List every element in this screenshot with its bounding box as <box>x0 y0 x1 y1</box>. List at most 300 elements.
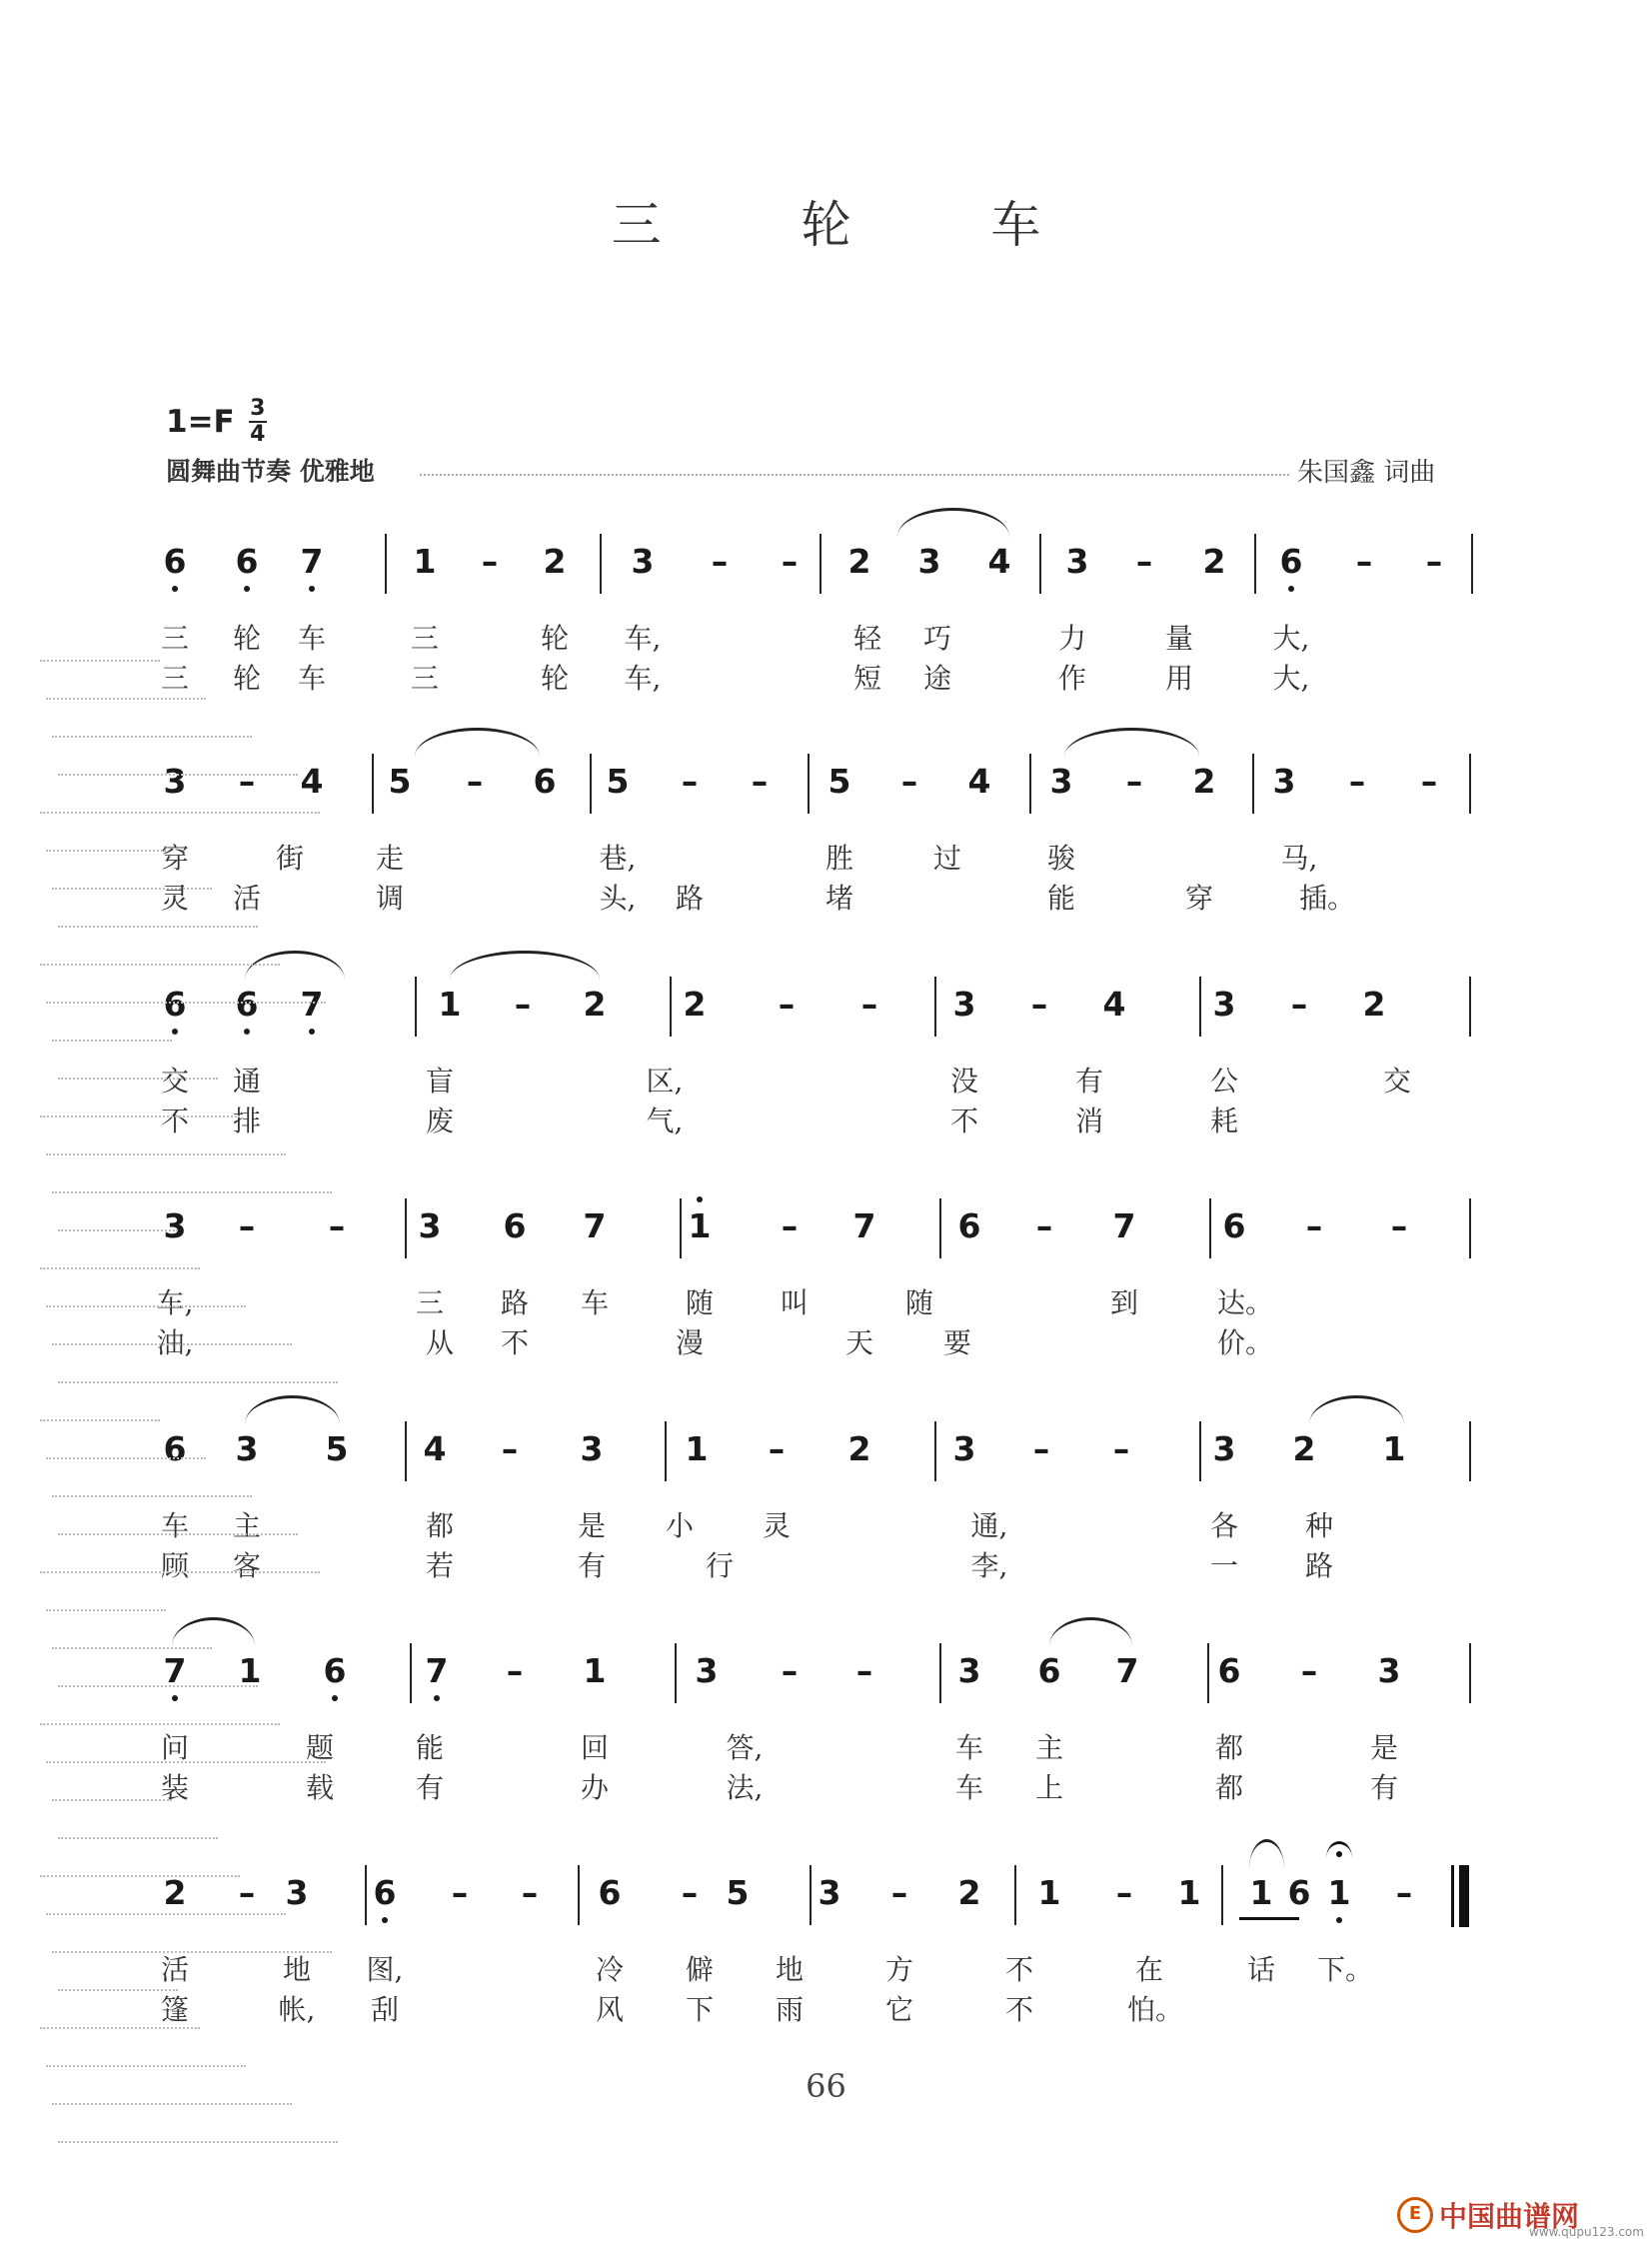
dotted-artifact <box>58 926 258 928</box>
note: 2 <box>847 1429 871 1468</box>
barline <box>1199 977 1201 1037</box>
dotted-artifact <box>58 1989 178 1991</box>
lyric-syllable: 叫 <box>780 1286 809 1319</box>
lyric-syllable: 题 <box>305 1731 334 1764</box>
lyric-syllable: 灵 <box>160 882 189 915</box>
dotted-artifact <box>46 1457 206 1459</box>
lyric-syllable: 价。 <box>1217 1326 1274 1359</box>
barline <box>820 534 822 594</box>
dash-hold: – <box>238 1873 256 1912</box>
note: 2 <box>1192 762 1216 801</box>
notes-row <box>0 1649 1652 1719</box>
lyric-verse-2 <box>0 1321 1652 1361</box>
lyric-syllable: 都 <box>1214 1771 1243 1804</box>
octave-dot-high <box>697 1196 703 1202</box>
lyric-syllable: 有 <box>577 1549 606 1582</box>
lyric-verse-1 <box>0 1504 1652 1544</box>
lyric-syllable: 能 <box>415 1731 444 1764</box>
dotted-artifact <box>58 1685 258 1687</box>
dash-hold: – <box>1348 762 1366 801</box>
octave-dot-low <box>244 1029 250 1035</box>
lyric-syllable: 法, <box>726 1771 764 1804</box>
barline <box>1199 1421 1201 1481</box>
lyric-syllable: 帐, <box>278 1993 316 2026</box>
barline <box>1252 754 1254 814</box>
lyric-syllable: 上 <box>1034 1771 1063 1804</box>
note: 2 <box>583 985 607 1024</box>
lyric-syllable: 三 <box>415 1286 444 1319</box>
dash-hold: – <box>451 1873 469 1912</box>
dotted-artifact <box>58 1837 218 1839</box>
dotted-artifact <box>46 1002 326 1004</box>
fermata-dot <box>1336 1851 1342 1857</box>
dotted-artifact <box>58 1229 178 1231</box>
note: 6 <box>1217 1651 1241 1690</box>
lyric-syllable: 过 <box>932 842 961 875</box>
lyric-syllable: 短 <box>852 662 881 695</box>
lyric-syllable: 活 <box>160 1953 189 1986</box>
lyric-syllable: 天 <box>844 1326 873 1359</box>
lyric-syllable: 装 <box>160 1771 189 1804</box>
lyric-verse-1 <box>0 1726 1652 1766</box>
lyric-syllable: 活 <box>232 882 261 915</box>
barline <box>939 1643 941 1703</box>
octave-dot-low <box>434 1695 440 1701</box>
dash-hold: – <box>681 762 699 801</box>
watermark-logo-icon: E <box>1397 2197 1433 2233</box>
final-barline-thin <box>1451 1865 1454 1927</box>
lyric-syllable: 种 <box>1304 1509 1333 1542</box>
dotted-artifact <box>40 1723 280 1725</box>
lyric-syllable: 客 <box>232 1549 261 1582</box>
dash-hold: – <box>1390 1206 1408 1245</box>
note: 2 <box>847 542 871 581</box>
lyric-syllable: 耗 <box>1209 1105 1238 1137</box>
note: 5 <box>827 762 851 801</box>
lyric-syllable: 漫 <box>675 1326 704 1359</box>
watermark-url: www.qupu123.com <box>1529 2225 1644 2239</box>
lyric-syllable: 话 <box>1246 1953 1275 1986</box>
barline <box>1207 1643 1209 1703</box>
lyric-syllable: 有 <box>1369 1771 1398 1804</box>
dash-hold: – <box>1135 542 1153 581</box>
lyric-syllable: 排 <box>232 1105 261 1137</box>
note: 1 <box>238 1651 262 1690</box>
score-system <box>0 1427 1652 1647</box>
note: 2 <box>163 1873 187 1912</box>
lyric-syllable: 三 <box>410 622 439 655</box>
lyric-syllable: 途 <box>922 662 951 695</box>
octave-dot-low <box>172 586 178 592</box>
dotted-artifact <box>40 1419 160 1421</box>
time-bottom: 4 <box>250 422 266 447</box>
note: 6 <box>957 1206 981 1245</box>
barline <box>1469 754 1471 814</box>
dotted-artifact <box>40 1116 240 1118</box>
lyric-syllable: 大, <box>1272 622 1310 655</box>
note: 5 <box>388 762 412 801</box>
note: 6 <box>315 1649 355 1693</box>
dash-hold: – <box>681 1873 699 1912</box>
lyric-syllable: 交 <box>1382 1065 1411 1098</box>
song-title: 三 轮 车 <box>611 196 1103 254</box>
lyric-verse-1 <box>0 617 1652 657</box>
barline <box>1221 1865 1223 1925</box>
lyric-syllable: 随 <box>685 1286 714 1319</box>
lyric-syllable: 车 <box>580 1286 609 1319</box>
dotted-artifact <box>40 660 160 662</box>
leader-dots <box>420 474 1289 476</box>
lyric-verse-1 <box>0 1281 1652 1321</box>
lyric-syllable: 盲 <box>425 1065 454 1098</box>
lyric-syllable: 有 <box>415 1771 444 1804</box>
octave-dot-low <box>1288 586 1294 592</box>
barline <box>808 754 810 814</box>
barline <box>1469 1198 1471 1258</box>
note: 2 <box>1202 542 1226 581</box>
note: 6 <box>155 540 195 584</box>
note: 7 <box>1115 1651 1139 1690</box>
time-signature <box>249 398 267 446</box>
note: 6 <box>1287 1873 1311 1912</box>
lyric-syllable: 它 <box>884 1993 913 2026</box>
barline <box>590 754 592 814</box>
barline <box>405 1198 407 1258</box>
barline <box>1254 534 1256 594</box>
lyric-verse-1 <box>0 837 1652 877</box>
note: 6 <box>503 1206 527 1245</box>
barline <box>1471 534 1473 594</box>
notes-row <box>0 1427 1652 1497</box>
dash-hold: – <box>1030 985 1048 1024</box>
dotted-artifact <box>52 1647 212 1649</box>
lyric-syllable: 街 <box>275 842 304 875</box>
slur <box>897 508 1009 537</box>
note: 7 <box>852 1206 876 1245</box>
lyric-syllable: 路 <box>675 882 704 915</box>
note: 2 <box>1362 985 1386 1024</box>
lyric-syllable: 堵 <box>825 882 853 915</box>
lyric-syllable: 穿 <box>160 842 189 875</box>
lyric-syllable: 没 <box>949 1065 978 1098</box>
note: 6 <box>155 983 195 1027</box>
lyric-syllable: 是 <box>1369 1731 1398 1764</box>
note: 7 <box>583 1206 607 1245</box>
barline <box>1014 1865 1016 1925</box>
barline <box>415 977 417 1037</box>
note: 3 <box>631 542 655 581</box>
lyric-syllable: 冷 <box>595 1953 624 1986</box>
note: 4 <box>423 1429 447 1468</box>
note: 3 <box>580 1429 604 1468</box>
lyric-syllable: 办 <box>580 1771 609 1804</box>
note: 3 <box>1272 762 1296 801</box>
barline <box>405 1421 407 1481</box>
notes-row <box>0 540 1652 610</box>
note: 6 <box>598 1873 622 1912</box>
lyric-syllable: 回 <box>580 1731 609 1764</box>
dotted-artifact <box>40 812 320 814</box>
dotted-artifact <box>46 1761 326 1763</box>
octave-dot-low <box>244 586 250 592</box>
barline <box>1469 1643 1471 1703</box>
lyric-syllable: 地 <box>775 1953 804 1986</box>
dotted-artifact <box>40 1875 240 1877</box>
dash-hold: – <box>238 762 256 801</box>
note: 4 <box>987 542 1011 581</box>
dotted-artifact <box>46 1609 166 1611</box>
lyric-syllable: 插。 <box>1299 882 1356 915</box>
watermark-name: 中国曲谱网 <box>1439 2200 1580 2233</box>
dash-hold: – <box>1305 1206 1323 1245</box>
key-signature <box>166 398 267 446</box>
lyric-syllable: 三 <box>410 662 439 695</box>
lyric-syllable: 下 <box>685 1993 714 2026</box>
lyric-syllable: 要 <box>942 1326 971 1359</box>
barline <box>1469 977 1471 1037</box>
barline <box>934 977 936 1037</box>
barline <box>1029 754 1031 814</box>
note: 1 <box>1382 1429 1406 1468</box>
dotted-artifact <box>58 774 298 776</box>
dash-hold: – <box>711 542 729 581</box>
barline <box>665 1421 667 1481</box>
barline <box>372 754 374 814</box>
dash-hold: – <box>781 1206 799 1245</box>
dash-hold: – <box>521 1873 539 1912</box>
lyric-syllable: 车, <box>624 622 662 655</box>
lyric-syllable: 交 <box>160 1065 189 1098</box>
lyric-syllable: 骏 <box>1046 842 1075 875</box>
barline <box>578 1865 580 1925</box>
barline <box>1209 1198 1211 1258</box>
dash-hold: – <box>855 1651 873 1690</box>
dash-hold: – <box>1395 1873 1413 1912</box>
lyric-syllable: 不 <box>1004 1993 1033 2026</box>
note: 3 <box>1065 542 1089 581</box>
note: 6 <box>163 1429 187 1468</box>
score-system <box>0 760 1652 980</box>
note: 1 <box>583 1651 607 1690</box>
barline <box>680 1198 682 1258</box>
lyric-syllable: 车 <box>160 1509 189 1542</box>
lyric-syllable: 行 <box>705 1549 734 1582</box>
dash-hold: – <box>506 1651 524 1690</box>
dotted-artifact <box>52 1799 172 1801</box>
lyric-syllable: 不 <box>160 1105 189 1137</box>
note: 2 <box>683 985 707 1024</box>
note: 1 <box>685 1429 709 1468</box>
octave-dot-low <box>309 1029 315 1035</box>
author-credit: 朱国鑫 词曲 <box>1297 458 1436 488</box>
dash-hold: – <box>781 1651 799 1690</box>
note: 3 <box>163 762 187 801</box>
lyric-syllable: 车 <box>954 1731 983 1764</box>
note: 2 <box>543 542 567 581</box>
dash-hold: – <box>1300 1651 1318 1690</box>
lyric-syllable: 力 <box>1057 622 1086 655</box>
dotted-artifact <box>52 1343 292 1345</box>
lyric-syllable: 消 <box>1074 1105 1103 1137</box>
dash-hold: – <box>1115 1873 1133 1912</box>
dotted-artifact <box>52 1495 252 1497</box>
lyric-syllable: 怕。 <box>1127 1993 1184 2026</box>
note: 3 <box>917 542 941 581</box>
score-system <box>0 1649 1652 1869</box>
lyric-syllable: 头, <box>599 882 637 915</box>
note: 3 <box>1212 1429 1236 1468</box>
barline <box>1039 534 1041 594</box>
lyric-syllable: 大, <box>1272 662 1310 695</box>
lyric-syllable: 从 <box>425 1326 454 1359</box>
dash-hold: – <box>778 985 796 1024</box>
barline <box>600 534 602 594</box>
dash-hold: – <box>481 542 499 581</box>
octave-dot-low <box>309 586 315 592</box>
dotted-artifact <box>52 1040 172 1042</box>
lyric-syllable: 走 <box>375 842 404 875</box>
note: 6 <box>227 983 267 1027</box>
lyric-syllable: 车 <box>297 622 326 655</box>
lyric-syllable: 灵 <box>762 1509 791 1542</box>
note: 3 <box>695 1651 719 1690</box>
lyric-syllable: 图, <box>366 1953 404 1986</box>
dotted-artifact <box>52 736 252 738</box>
final-barline-thick <box>1459 1865 1469 1927</box>
barline <box>939 1198 941 1258</box>
page-number: 66 <box>806 2067 846 2105</box>
note: 7 <box>1112 1206 1136 1245</box>
dotted-artifact <box>46 850 166 852</box>
lyric-syllable: 三 <box>160 622 189 655</box>
dash-hold: – <box>781 542 799 581</box>
dotted-artifact <box>40 1571 320 1573</box>
note: 7 <box>155 1649 195 1693</box>
lyric-syllable: 一 <box>1209 1549 1238 1582</box>
dotted-artifact <box>46 2065 246 2067</box>
dotted-artifact <box>40 2027 200 2029</box>
dash-hold: – <box>1425 542 1443 581</box>
lyric-syllable: 轮 <box>232 622 261 655</box>
lyric-syllable: 达。 <box>1217 1286 1274 1319</box>
lyric-syllable: 轮 <box>232 662 261 695</box>
lyric-syllable: 胜 <box>825 842 853 875</box>
lyric-syllable: 各 <box>1209 1509 1238 1542</box>
dotted-artifact <box>40 964 280 966</box>
dash-hold: – <box>514 985 532 1024</box>
dash-hold: – <box>501 1429 519 1468</box>
octave-dot-low <box>1336 1917 1342 1923</box>
lyric-syllable: 车 <box>954 1771 983 1804</box>
lyric-syllable: 巷, <box>599 842 637 875</box>
note: 6 <box>227 540 267 584</box>
note: 4 <box>1102 985 1126 1024</box>
note: 6 <box>365 1871 405 1915</box>
lyric-syllable: 有 <box>1074 1065 1103 1098</box>
note: 6 <box>1271 540 1311 584</box>
lyric-syllable: 路 <box>500 1286 529 1319</box>
dotted-artifact <box>46 1305 246 1307</box>
lyric-syllable: 地 <box>282 1953 311 1986</box>
lyric-syllable: 僻 <box>685 1953 714 1986</box>
lyric-syllable: 车 <box>297 662 326 695</box>
dotted-artifact <box>46 1913 286 1915</box>
notes-row <box>0 1204 1652 1274</box>
lyric-syllable: 通 <box>232 1065 261 1098</box>
note: 4 <box>967 762 991 801</box>
lyric-syllable: 作 <box>1057 662 1086 695</box>
lyric-syllable: 方 <box>884 1953 913 1986</box>
lyric-syllable: 若 <box>425 1549 454 1582</box>
lyric-syllable: 巧 <box>922 622 951 655</box>
barline <box>675 1643 677 1703</box>
note: 1 <box>680 1204 720 1248</box>
dash-hold: – <box>860 985 878 1024</box>
barline <box>410 1643 412 1703</box>
octave-dot-low <box>172 1695 178 1701</box>
barline <box>1469 1421 1471 1481</box>
dotted-artifact <box>58 1078 218 1080</box>
dash-hold: – <box>1112 1429 1130 1468</box>
eighth-underline <box>1239 1917 1299 1920</box>
dash-hold: – <box>890 1873 908 1912</box>
tempo-marking: 圆舞曲节奏 优雅地 <box>166 457 375 486</box>
note: 3 <box>1049 762 1073 801</box>
dotted-artifact <box>46 698 206 700</box>
note: 3 <box>957 1651 981 1690</box>
note: 1 <box>1319 1871 1359 1915</box>
lyric-syllable: 在 <box>1134 1953 1163 1986</box>
note: 3 <box>1212 985 1236 1024</box>
dash-hold: – <box>466 762 484 801</box>
dash-hold: – <box>1125 762 1143 801</box>
dotted-artifact <box>58 1533 298 1535</box>
lyric-syllable: 下。 <box>1317 1953 1374 1986</box>
lyric-syllable: 雨 <box>775 1993 804 2026</box>
dash-hold: – <box>768 1429 786 1468</box>
lyric-verse-2 <box>0 1766 1652 1806</box>
dash-hold: – <box>328 1206 346 1245</box>
score-system <box>0 540 1652 760</box>
lyric-verse-2 <box>0 1100 1652 1139</box>
note: 5 <box>606 762 630 801</box>
barline <box>934 1421 936 1481</box>
note: 6 <box>1037 1651 1061 1690</box>
lyric-syllable: 不 <box>500 1326 529 1359</box>
lyric-syllable: 穿 <box>1184 882 1213 915</box>
lyric-syllable: 公 <box>1209 1065 1238 1098</box>
note: 3 <box>235 1429 259 1468</box>
key-label: 1=F <box>166 404 235 440</box>
lyric-syllable: 车, <box>624 662 662 695</box>
note: 7 <box>292 540 332 584</box>
lyric-syllable: 轻 <box>852 622 881 655</box>
lyric-syllable: 篷 <box>160 1993 189 2026</box>
lyric-syllable: 风 <box>595 1993 624 2026</box>
lyric-verse-1 <box>0 1060 1652 1100</box>
note: 1 <box>413 542 437 581</box>
note: 2 <box>957 1873 981 1912</box>
note: 6 <box>1222 1206 1246 1245</box>
lyric-syllable: 是 <box>577 1509 606 1542</box>
dash-hold: – <box>238 1206 256 1245</box>
lyric-syllable: 主 <box>1034 1731 1063 1764</box>
lyric-syllable: 小 <box>665 1509 694 1542</box>
lyric-verse-2 <box>0 657 1652 697</box>
barline <box>670 977 672 1037</box>
notes-row <box>0 760 1652 830</box>
dotted-artifact <box>52 1951 332 1953</box>
